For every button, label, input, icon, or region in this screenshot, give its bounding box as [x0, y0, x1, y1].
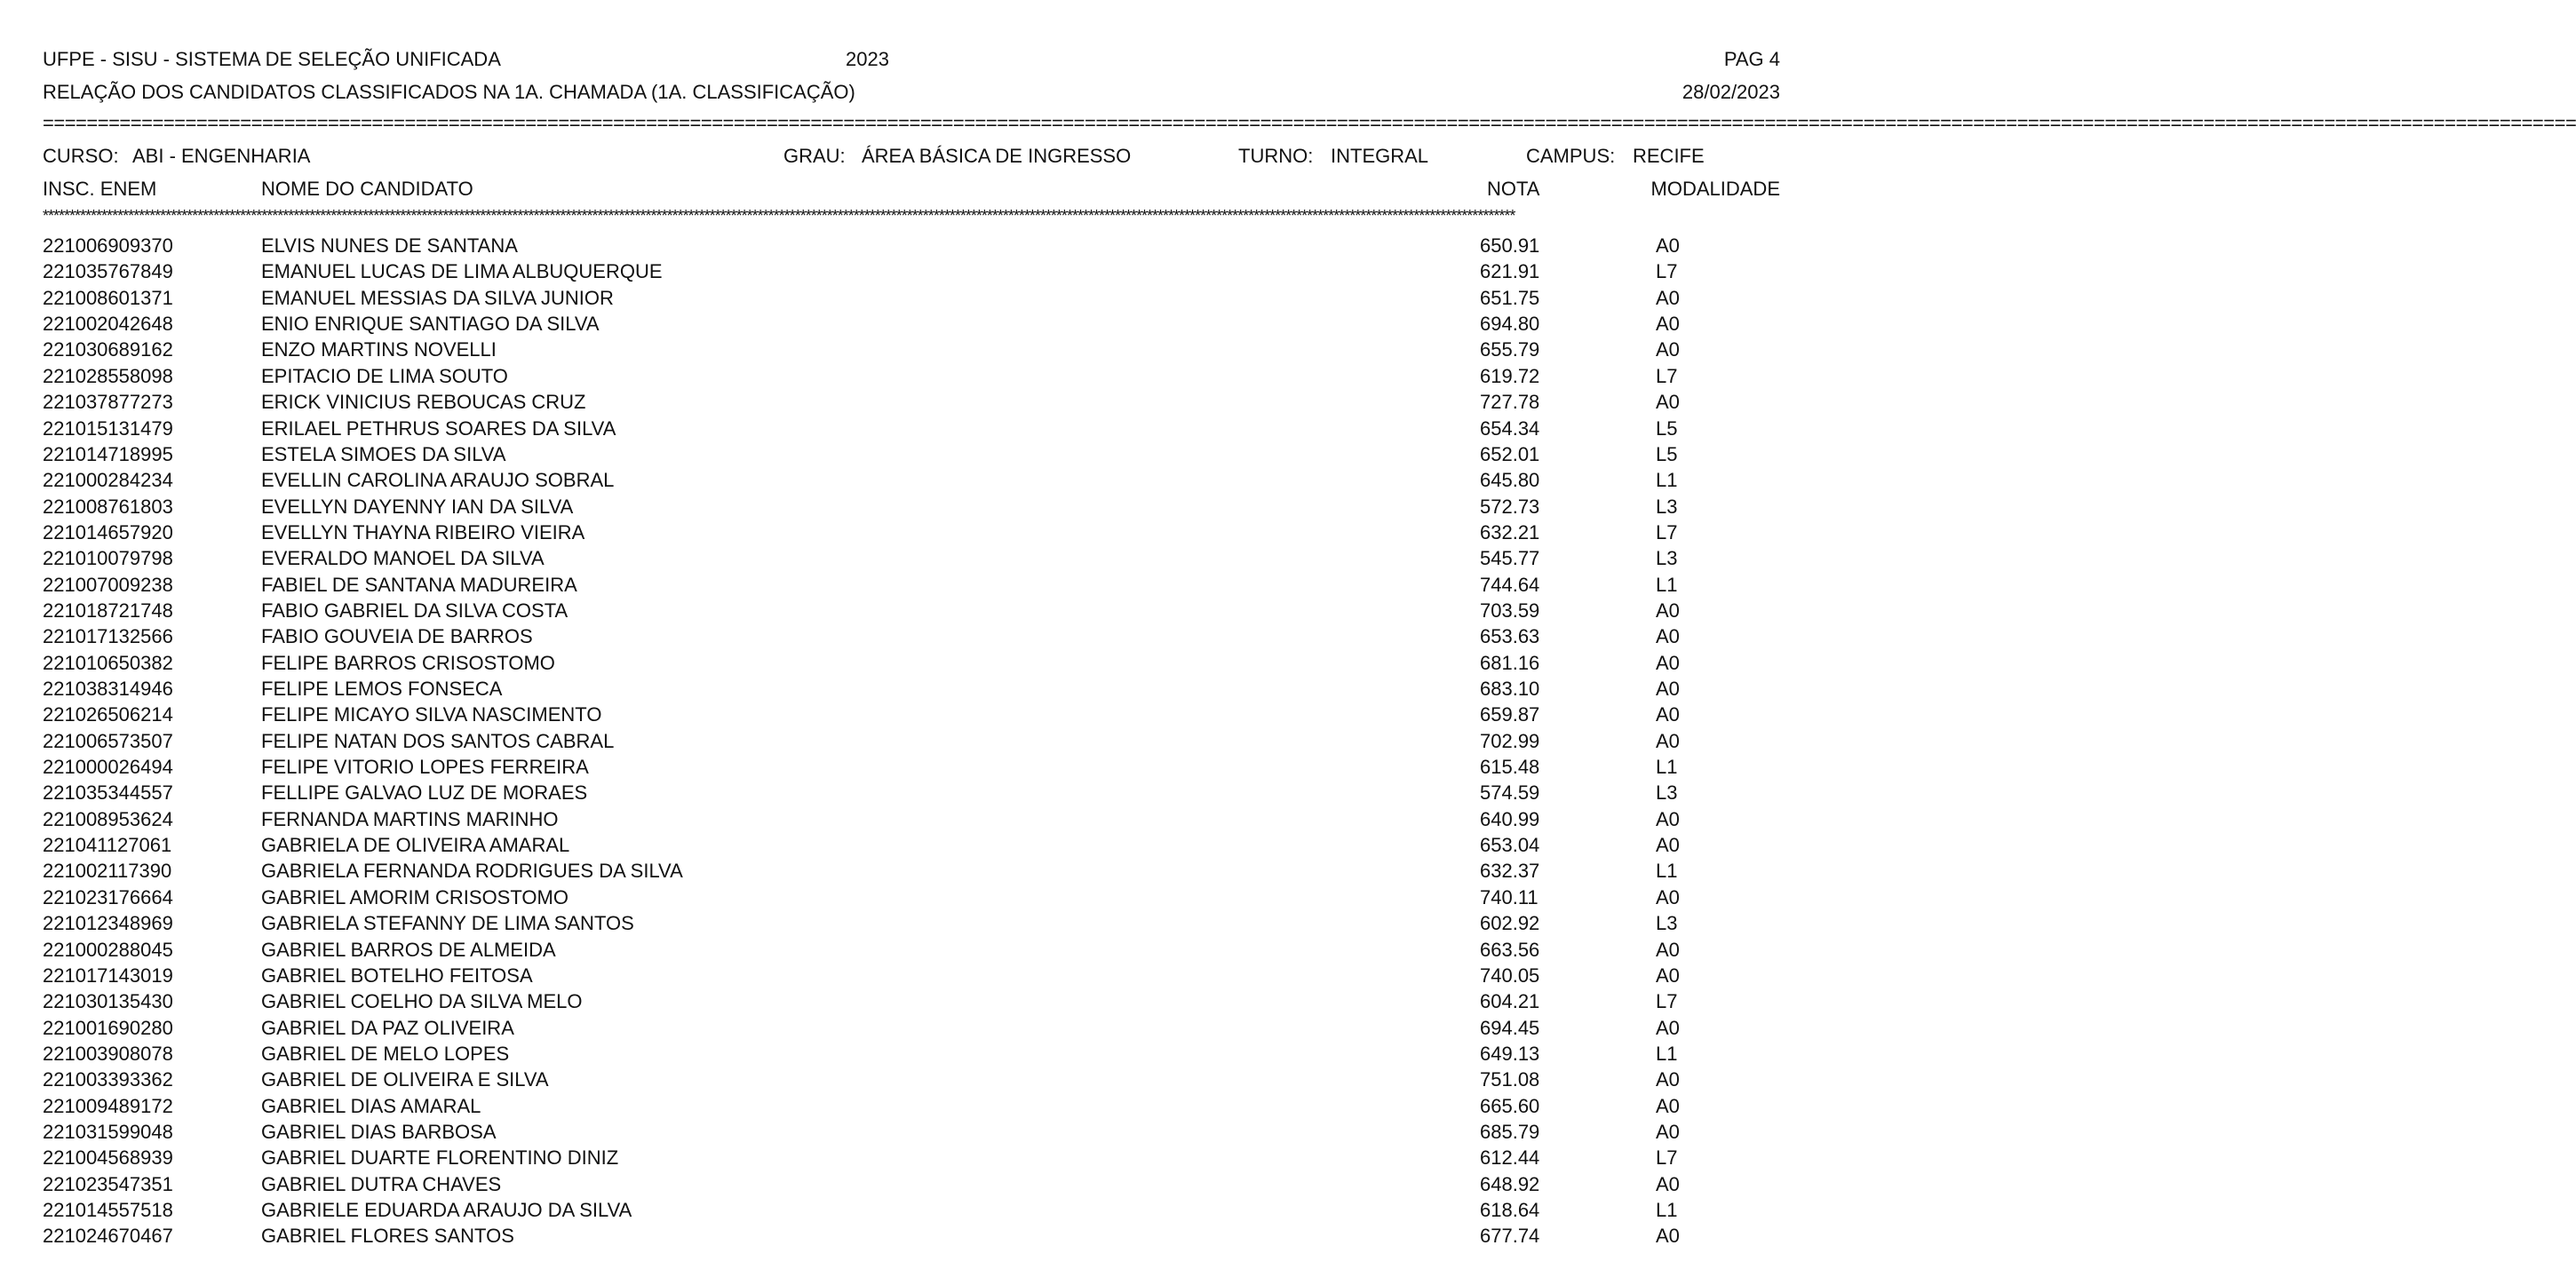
- modalidade: L1: [1656, 860, 1678, 883]
- nota: 650.91: [1480, 234, 1540, 257]
- modalidade: A0: [1656, 1068, 1680, 1091]
- candidate-row: [0, 1201, 1819, 1226]
- candidate-row: [0, 236, 1819, 262]
- insc-enem: 221004568939: [43, 1146, 173, 1170]
- candidate-row: [0, 416, 1819, 445]
- candidate-row: [0, 758, 1819, 783]
- modalidade: L7: [1656, 260, 1678, 283]
- page-number: PAG 4: [1723, 48, 1780, 70]
- candidate-row: [0, 262, 1819, 288]
- candidate-name: FELIPE MICAYO SILVA NASCIMENTO: [261, 703, 602, 726]
- insc-enem: 221014557518: [43, 1199, 173, 1221]
- candidate-name: EVELLYN THAYNA RIBEIRO VIEIRA: [261, 520, 585, 543]
- curso-value: ABI - ENGENHARIA: [132, 145, 311, 167]
- modalidade: L5: [1656, 442, 1678, 465]
- candidate-name: GABRIELA STEFANNY DE LIMA SANTOS: [261, 912, 634, 935]
- nota: 632.21: [1480, 520, 1540, 543]
- report-date: 28/02/2023: [1682, 81, 1780, 103]
- nota: 727.78: [1480, 391, 1540, 414]
- insc-enem: 221003393362: [43, 1068, 173, 1091]
- insc-enem: 221035344557: [43, 781, 173, 805]
- candidate-row: [0, 1172, 1819, 1201]
- candidate-name: GABRIEL DIAS BARBOSA: [261, 1120, 497, 1143]
- candidate-row: [0, 807, 1819, 836]
- candidate-row: [0, 1016, 1819, 1044]
- insc-enem: 221030135430: [43, 990, 173, 1013]
- turno-label: TURNO:: [1238, 145, 1314, 167]
- candidate-name: FELIPE VITORIO LOPES FERREIRA: [261, 756, 589, 778]
- modalidade: A0: [1656, 1094, 1680, 1117]
- modalidade: A0: [1656, 678, 1680, 700]
- candidate-row: [0, 575, 1819, 601]
- insc-enem: 221037877273: [43, 391, 173, 414]
- campus-label: CAMPUS:: [1526, 145, 1616, 167]
- modalidade: A0: [1656, 834, 1680, 857]
- insc-enem: 221024670467: [43, 1225, 173, 1248]
- nota: 681.16: [1480, 651, 1540, 674]
- separator-stars: ************************************************************************************************************************************************************************************************************************************************************************************: [43, 207, 1515, 225]
- insc-enem: 221015131479: [43, 416, 173, 440]
- nota: 651.75: [1480, 286, 1540, 309]
- insc-enem: 221031599048: [43, 1120, 173, 1143]
- modalidade: A0: [1656, 338, 1680, 361]
- candidate-row: [0, 364, 1819, 393]
- nota: 694.45: [1480, 1016, 1540, 1039]
- insc-enem: 221014718995: [43, 442, 173, 465]
- candidate-row: [0, 442, 1819, 471]
- nota: 640.99: [1480, 807, 1540, 830]
- modalidade: L7: [1656, 520, 1678, 543]
- modalidade: L5: [1656, 416, 1678, 440]
- candidate-row: [0, 497, 1819, 523]
- candidate-name: FABIO GOUVEIA DE BARROS: [261, 625, 533, 648]
- nota: 645.80: [1480, 469, 1540, 492]
- nota: 602.92: [1480, 912, 1540, 935]
- insc-enem: 221003908078: [43, 1042, 173, 1065]
- modalidade: L3: [1656, 912, 1678, 935]
- modalidade: L1: [1656, 573, 1678, 596]
- modalidade: L3: [1656, 495, 1678, 518]
- insc-enem: 221017132566: [43, 625, 173, 648]
- modalidade: A0: [1656, 1016, 1680, 1039]
- candidate-name: GABRIEL DUTRA CHAVES: [261, 1172, 502, 1195]
- nota: 665.60: [1480, 1094, 1540, 1117]
- candidate-name: FELIPE LEMOS FONSECA: [261, 678, 503, 700]
- insc-enem: 221002042648: [43, 313, 173, 336]
- insc-enem: 221000026494: [43, 756, 173, 778]
- candidate-row: [0, 783, 1819, 809]
- insc-enem: 221012348969: [43, 912, 173, 935]
- candidate-name: GABRIEL BARROS DE ALMEIDA: [261, 938, 556, 961]
- candidate-name: GABRIEL FLORES SANTOS: [261, 1225, 514, 1248]
- insc-enem: 221006909370: [43, 234, 173, 257]
- nota: 683.10: [1480, 678, 1540, 700]
- candidate-row: [0, 1044, 1819, 1070]
- candidate-row: [0, 705, 1819, 731]
- candidate-name: GABRIEL DE OLIVEIRA E SILVA: [261, 1068, 549, 1091]
- nota: 621.91: [1480, 260, 1540, 283]
- report-year: 2023: [846, 48, 889, 70]
- candidate-name: EVELLIN CAROLINA ARAUJO SOBRAL: [261, 469, 615, 492]
- modalidade: A0: [1656, 313, 1680, 336]
- modalidade: A0: [1656, 729, 1680, 752]
- system-title: UFPE - SISU - SISTEMA DE SELEÇÃO UNIFICADA: [43, 48, 501, 70]
- candidate-name: ENZO MARTINS NOVELLI: [261, 338, 497, 361]
- separator-equals: =======================================================================================================================================================================================================================================: [43, 112, 2576, 134]
- nota: 740.11: [1480, 885, 1538, 908]
- nota: 659.87: [1480, 703, 1540, 726]
- insc-enem: 221009489172: [43, 1094, 173, 1117]
- candidate-name: GABRIEL AMORIM CRISOSTOMO: [261, 885, 568, 908]
- candidate-row: [0, 836, 1819, 861]
- insc-enem: 221008761803: [43, 495, 173, 518]
- candidate-row: [0, 286, 1819, 314]
- insc-enem: 221028558098: [43, 364, 173, 387]
- insc-enem: 221007009238: [43, 573, 173, 596]
- modalidade: A0: [1656, 1172, 1680, 1195]
- nota: 615.48: [1480, 756, 1540, 778]
- modalidade: L7: [1656, 364, 1678, 387]
- nota: 703.59: [1480, 599, 1540, 622]
- candidate-name: EMANUEL LUCAS DE LIMA ALBUQUERQUE: [261, 260, 663, 283]
- candidate-name: EVELLYN DAYENNY IAN DA SILVA: [261, 495, 574, 518]
- nota: 685.79: [1480, 1120, 1540, 1143]
- candidate-row: [0, 966, 1819, 992]
- modalidade: L3: [1656, 547, 1678, 570]
- turno-value: INTEGRAL: [1331, 145, 1429, 167]
- candidate-name: GABRIEL DA PAZ OLIVEIRA: [261, 1016, 514, 1039]
- candidate-name: GABRIELA DE OLIVEIRA AMARAL: [261, 834, 570, 857]
- insc-enem: 221035767849: [43, 260, 173, 283]
- nota: 652.01: [1480, 442, 1540, 465]
- modalidade: L1: [1656, 1042, 1678, 1065]
- nota: 744.64: [1480, 573, 1540, 596]
- campus-value: RECIFE: [1633, 145, 1705, 167]
- nota: 648.92: [1480, 1172, 1540, 1195]
- grau-value: ÁREA BÁSICA DE INGRESSO: [862, 145, 1132, 167]
- nota: 604.21: [1480, 990, 1540, 1013]
- candidate-name: FELLIPE GALVAO LUZ DE MORAES: [261, 781, 588, 805]
- modalidade: A0: [1656, 703, 1680, 726]
- insc-enem: 221018721748: [43, 599, 173, 622]
- nota: 619.72: [1480, 364, 1540, 387]
- nota: 653.63: [1480, 625, 1540, 648]
- modalidade: L7: [1656, 990, 1678, 1013]
- candidate-name: ERILAEL PETHRUS SOARES DA SILVA: [261, 416, 616, 440]
- col-header-nota: NOTA: [1487, 178, 1540, 200]
- candidate-row: [0, 861, 1819, 887]
- candidate-row: [0, 914, 1819, 940]
- insc-enem: 221014657920: [43, 520, 173, 543]
- modalidade: A0: [1656, 885, 1680, 908]
- modalidade: A0: [1656, 938, 1680, 961]
- insc-enem: 221030689162: [43, 338, 173, 361]
- candidate-row: [0, 601, 1819, 627]
- curso-label: CURSO:: [43, 145, 119, 167]
- candidate-name: FABIO GABRIEL DA SILVA COSTA: [261, 599, 568, 622]
- nota: 612.44: [1480, 1146, 1540, 1170]
- candidate-name: EMANUEL MESSIAS DA SILVA JUNIOR: [261, 286, 614, 309]
- nota: 677.74: [1480, 1225, 1540, 1248]
- candidate-name: ESTELA SIMOES DA SILVA: [261, 442, 506, 465]
- candidate-row: [0, 520, 1819, 549]
- modalidade: L3: [1656, 781, 1678, 805]
- insc-enem: 221008953624: [43, 807, 173, 830]
- modalidade: L1: [1656, 469, 1678, 492]
- col-header-insc: INSC. ENEM: [43, 178, 157, 200]
- insc-enem: 221000288045: [43, 938, 173, 961]
- modalidade: A0: [1656, 625, 1680, 648]
- candidate-name: FABIEL DE SANTANA MADUREIRA: [261, 573, 577, 596]
- modalidade: A0: [1656, 391, 1680, 414]
- candidate-row: [0, 1094, 1819, 1122]
- candidate-row: [0, 1070, 1819, 1096]
- insc-enem: 221041127061: [43, 834, 172, 857]
- candidate-name: GABRIELE EDUARDA ARAUJO DA SILVA: [261, 1199, 632, 1221]
- candidate-row: [0, 549, 1819, 575]
- modalidade: A0: [1656, 651, 1680, 674]
- nota: 655.79: [1480, 338, 1540, 361]
- candidate-row: [0, 679, 1819, 705]
- nota: 618.64: [1480, 1199, 1540, 1221]
- nota: 545.77: [1480, 547, 1540, 570]
- candidate-name: GABRIELA FERNANDA RODRIGUES DA SILVA: [261, 860, 683, 883]
- candidate-row: [0, 340, 1819, 366]
- nota: 694.80: [1480, 313, 1540, 336]
- nota: 751.08: [1480, 1068, 1540, 1091]
- candidate-row: [0, 1226, 1819, 1252]
- insc-enem: 221017143019: [43, 964, 173, 987]
- candidate-row: [0, 651, 1819, 679]
- insc-enem: 221038314946: [43, 678, 173, 700]
- candidate-row: [0, 627, 1819, 653]
- insc-enem: 221026506214: [43, 703, 173, 726]
- nota: 663.56: [1480, 938, 1540, 961]
- nota: 654.34: [1480, 416, 1540, 440]
- candidate-name: EPITACIO DE LIMA SOUTO: [261, 364, 508, 387]
- candidate-name: FELIPE BARROS CRISOSTOMO: [261, 651, 555, 674]
- candidate-name: EVERALDO MANOEL DA SILVA: [261, 547, 545, 570]
- insc-enem: 221010650382: [43, 651, 173, 674]
- insc-enem: 221023176664: [43, 885, 173, 908]
- nota: 653.04: [1480, 834, 1540, 857]
- modalidade: L1: [1656, 1199, 1678, 1221]
- candidate-row: [0, 471, 1819, 496]
- nota: 649.13: [1480, 1042, 1540, 1065]
- nota: 740.05: [1480, 964, 1540, 987]
- nota: 702.99: [1480, 729, 1540, 752]
- nota: 632.37: [1480, 860, 1540, 883]
- modalidade: A0: [1656, 234, 1680, 257]
- candidate-row: [0, 1122, 1819, 1148]
- modalidade: A0: [1656, 1120, 1680, 1143]
- candidate-name: FELIPE NATAN DOS SANTOS CABRAL: [261, 729, 615, 752]
- modalidade: A0: [1656, 599, 1680, 622]
- modalidade: A0: [1656, 807, 1680, 830]
- insc-enem: 221006573507: [43, 729, 173, 752]
- modalidade: L1: [1656, 756, 1678, 778]
- candidate-name: GABRIEL BOTELHO FEITOSA: [261, 964, 533, 987]
- insc-enem: 221023547351: [43, 1172, 173, 1195]
- candidate-row: [0, 314, 1819, 340]
- nota: 572.73: [1480, 495, 1540, 518]
- insc-enem: 221002117390: [43, 860, 172, 883]
- insc-enem: 221001690280: [43, 1016, 173, 1039]
- candidate-name: ELVIS NUNES DE SANTANA: [261, 234, 518, 257]
- col-header-nome: NOME DO CANDIDATO: [261, 178, 473, 200]
- insc-enem: 221010079798: [43, 547, 173, 570]
- candidate-row: [0, 992, 1819, 1018]
- candidate-name: GABRIEL DE MELO LOPES: [261, 1042, 510, 1065]
- candidate-name: ENIO ENRIQUE SANTIAGO DA SILVA: [261, 313, 600, 336]
- candidate-row: [0, 393, 1819, 418]
- candidate-name: FERNANDA MARTINS MARINHO: [261, 807, 559, 830]
- candidate-name: GABRIEL COELHO DA SILVA MELO: [261, 990, 583, 1013]
- candidate-name: GABRIEL DUARTE FLORENTINO DINIZ: [261, 1146, 619, 1170]
- candidate-row: [0, 940, 1819, 966]
- candidate-row: [0, 885, 1819, 914]
- candidate-row: [0, 729, 1819, 758]
- nota: 574.59: [1480, 781, 1540, 805]
- col-header-modalidade: MODALIDADE: [1650, 178, 1780, 200]
- insc-enem: 221008601371: [43, 286, 173, 309]
- modalidade: L7: [1656, 1146, 1678, 1170]
- candidate-row: [0, 1148, 1819, 1174]
- candidate-name: GABRIEL DIAS AMARAL: [261, 1094, 481, 1117]
- report-subtitle: RELAÇÃO DOS CANDIDATOS CLASSIFICADOS NA 1A. CHAMADA (1A. CLASSIFICAÇÃO): [43, 81, 855, 103]
- grau-label: GRAU:: [783, 145, 846, 167]
- modalidade: A0: [1656, 286, 1680, 309]
- modalidade: A0: [1656, 1225, 1680, 1248]
- insc-enem: 221000284234: [43, 469, 173, 492]
- candidate-name: ERICK VINICIUS REBOUCAS CRUZ: [261, 391, 586, 414]
- modalidade: A0: [1656, 964, 1680, 987]
